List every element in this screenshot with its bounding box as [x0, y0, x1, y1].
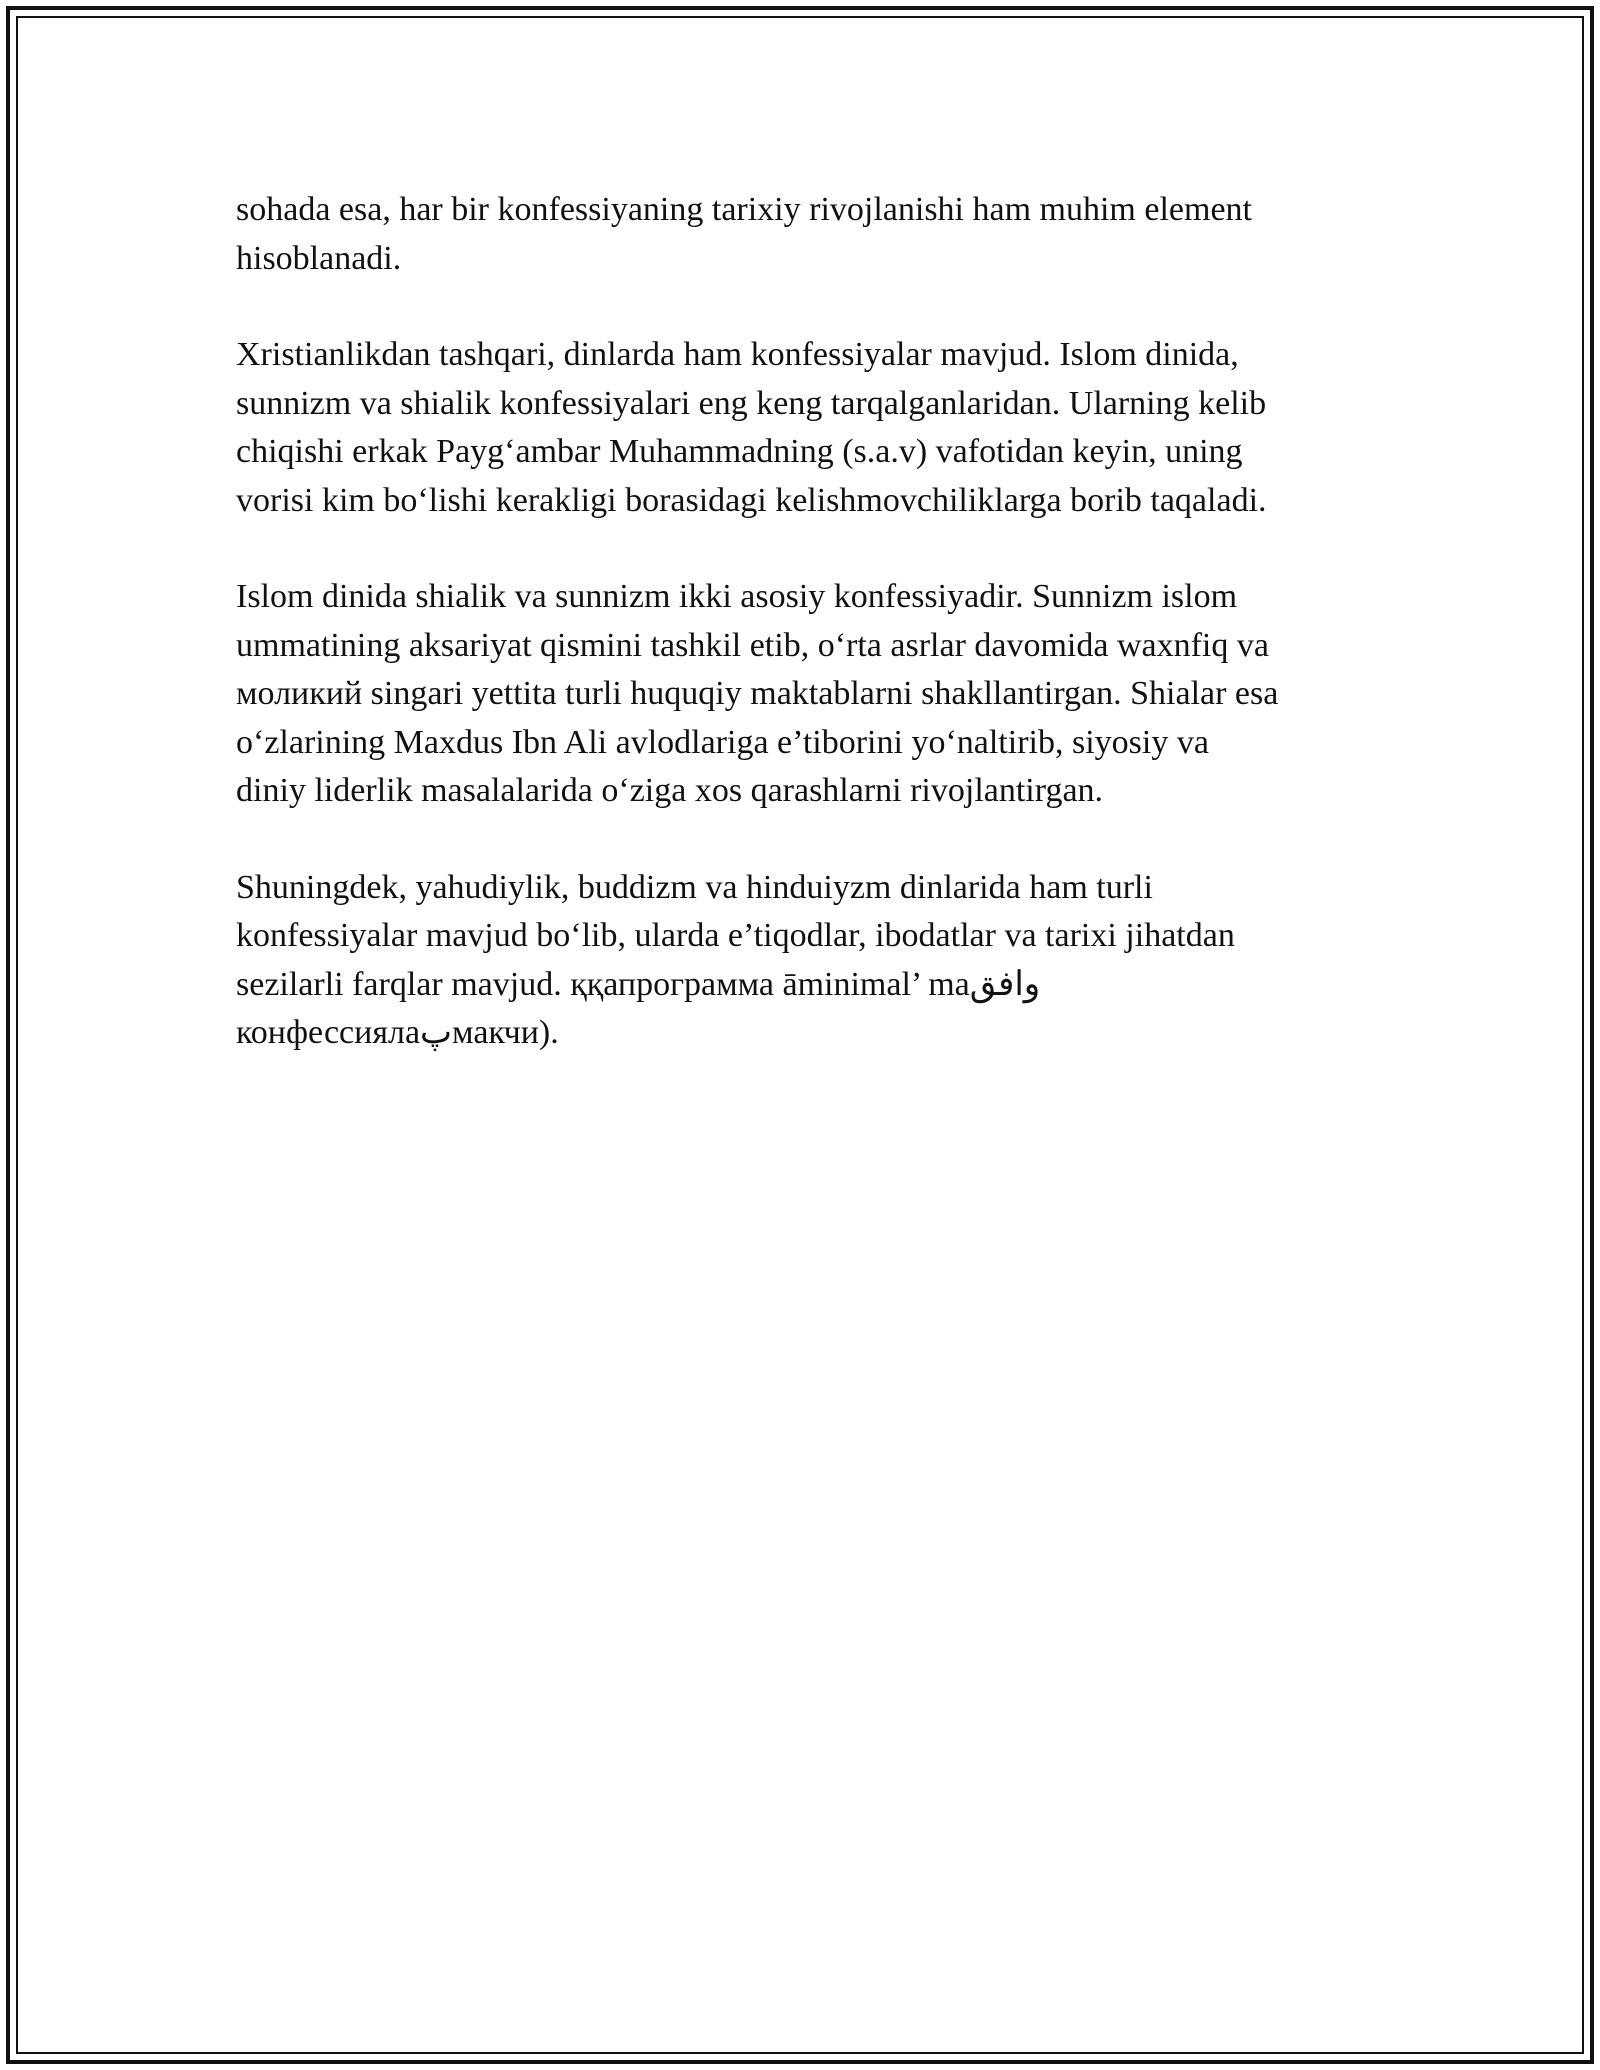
- paragraph-2: Xristianlikdan tashqari, dinlarda ham konfessiyalar mavjud. Islom dinida, sunnizm va shialik konfessiyalari eng keng tarqalganlaridan. Ularning kelib chiqishi erkak Payg‘ambar Muhammadning (s.a.v) vafotidan keyin, uning vorisi kim bo‘lishi kerakligi borasidagi kelishmovchiliklarga borib taqaladi.: [236, 336, 1267, 519]
- paragraph-3: Islom dinida shialik va sunnizm ikki asosiy konfessiyadir. Sunnizm islom ummatining aksariyat qismini tashkil etib, o‘rta asrlar davomida waxnfiq va моликий singari yettita turli huquqiy maktablarni shakllantirgan. Shialar esa o‘zlarining Maxdus Ibn Ali avlodlariga e’tiborini yo‘naltirib, siyosiy va diniy liderlik masalalarida o‘ziga xos qarashlarni rivojlantirgan.: [236, 578, 1279, 809]
- document-body: [236, 186, 1376, 1106]
- paragraph-1: sohada esa, har bir konfessiyaning tarixiy rivojlanishi ham muhim element hisoblanadi.: [236, 191, 1252, 277]
- paragraph-4: Shuningdek, yahudiylik, buddizm va hinduiyzm dinlarida ham turli konfessiyalar mavjud bo‘lib, ularda e’tiqodlar, ibodatlar va tarixi jihatdan sezilarli farqlar mavjud. ққапрограмма āminimal’ maوافق конфессиялаپмакчи).: [236, 868, 1235, 1051]
